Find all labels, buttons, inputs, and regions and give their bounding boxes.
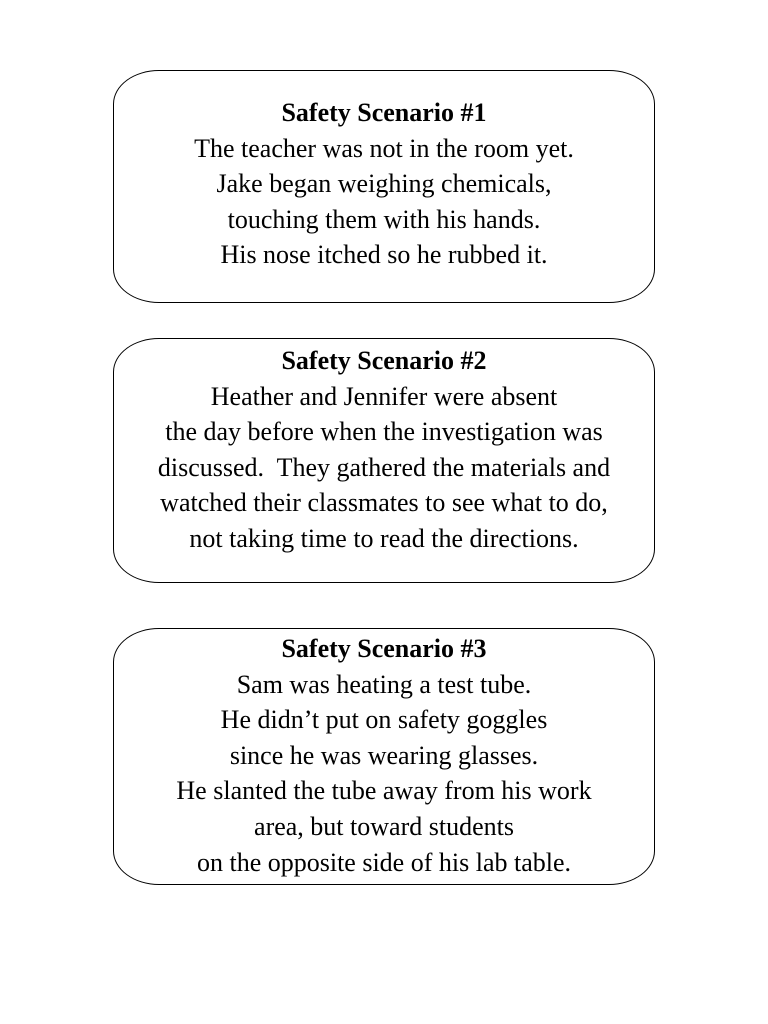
scenario-card-3 bbox=[113, 628, 655, 885]
scenario-line: Sam was heating a test tube. bbox=[236, 669, 532, 699]
scenario-line: area, but toward students bbox=[254, 811, 514, 841]
scenario-line: touching them with his hands. bbox=[227, 204, 541, 234]
scenario-line: not taking time to read the directions. bbox=[189, 523, 579, 553]
scenario-card-1 bbox=[113, 70, 655, 303]
scenario-line: the day before when the investigation was bbox=[165, 417, 603, 447]
scenario-line: Jake began weighing chemicals, bbox=[216, 169, 552, 199]
scenario-line: He slanted the tube away from his work bbox=[176, 776, 592, 806]
scenario-line: The teacher was not in the room yet. bbox=[194, 133, 574, 163]
scenario-line: on the opposite side of his lab table. bbox=[196, 847, 572, 877]
scenario-line: since he was wearing glasses. bbox=[229, 740, 539, 770]
scenario-line: discussed. They gathered the materials and bbox=[157, 452, 611, 482]
scenario-title: Safety Scenario #3 bbox=[281, 634, 487, 663]
scenario-line: Heather and Jennifer were absent bbox=[210, 381, 558, 411]
scenario-title: Safety Scenario #1 bbox=[281, 98, 487, 127]
scenario-title: Safety Scenario #2 bbox=[281, 346, 487, 375]
scenario-line: He didn’t put on safety goggles bbox=[220, 705, 548, 735]
scenario-card-2 bbox=[113, 338, 655, 583]
scenario-line: His nose itched so he rubbed it. bbox=[220, 240, 548, 270]
scenario-line: watched their classmates to see what to do, bbox=[160, 488, 608, 518]
